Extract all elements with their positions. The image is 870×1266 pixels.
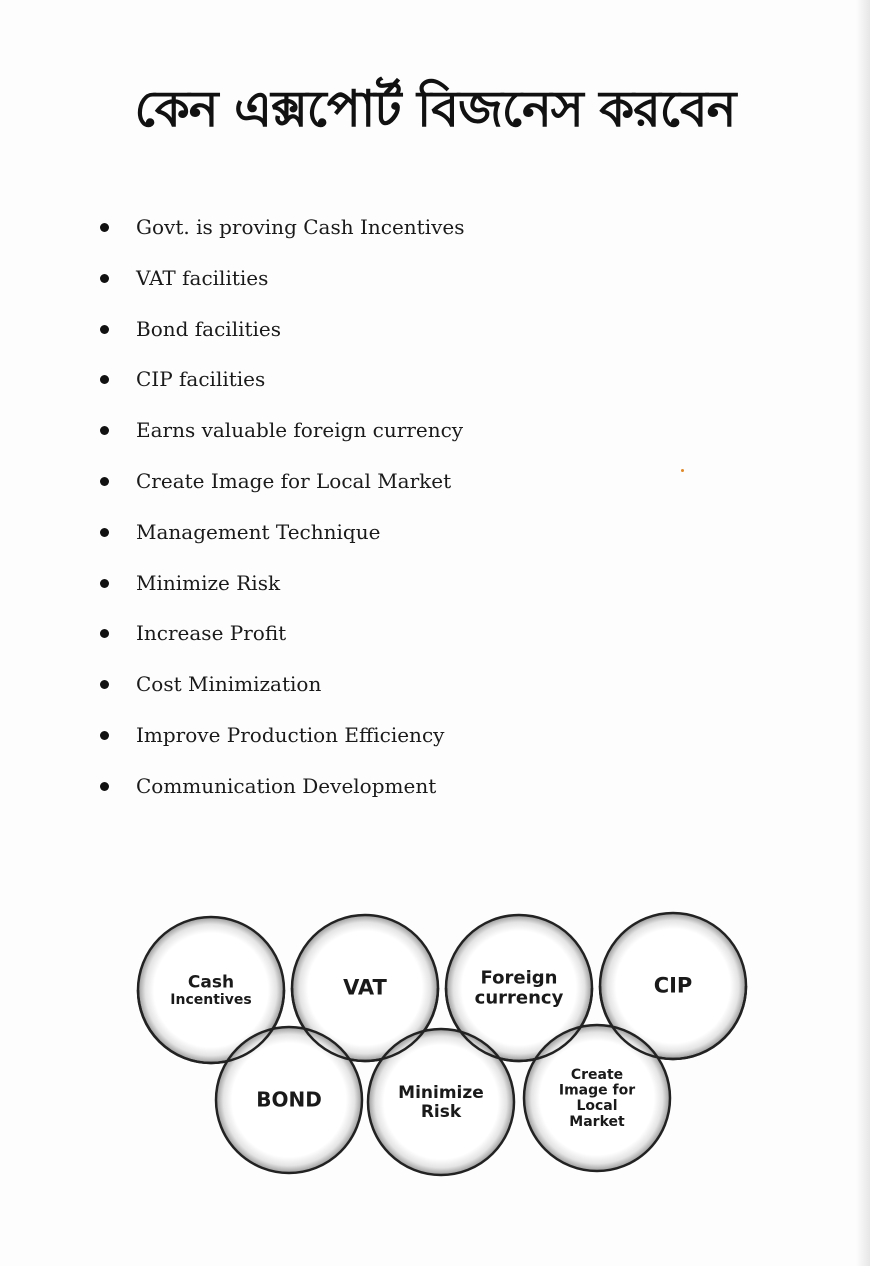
ring-label: BOND	[256, 1087, 322, 1112]
ring-label: CIP	[653, 973, 693, 998]
document-page: কেন এক্সপোর্ট বিজনেস করবেন Govt. is proving Cash Incentives VAT facilities Bond facilities CIP facilities Earns valuable foreign currency Create Image for Local Market Management Technique Minimize Risk Increase Profit Cost Minimization Improve Production Efficiency Communication Development Cash Incentives VAT Foreign currency CIP BOND Minimize Risk Create Image for Local Market	[0, 0, 870, 1266]
ring-label: Foreign	[480, 967, 558, 989]
ring-label: VAT	[343, 975, 387, 1000]
ring-label: Incentives	[170, 991, 252, 1008]
ring-label: Market	[569, 1113, 625, 1130]
ring-label: Create	[570, 1066, 624, 1083]
ring-label: currency	[474, 987, 564, 1009]
ring-label: Minimize	[398, 1082, 484, 1103]
ring-label: Cash	[187, 972, 235, 993]
page-title: কেন এক্সপোর্ট বিজনেস করবেন	[134, 80, 736, 138]
ring-label: Image for	[558, 1082, 636, 1099]
ring-label: Risk	[420, 1101, 462, 1122]
ring-label: Local	[576, 1098, 618, 1115]
